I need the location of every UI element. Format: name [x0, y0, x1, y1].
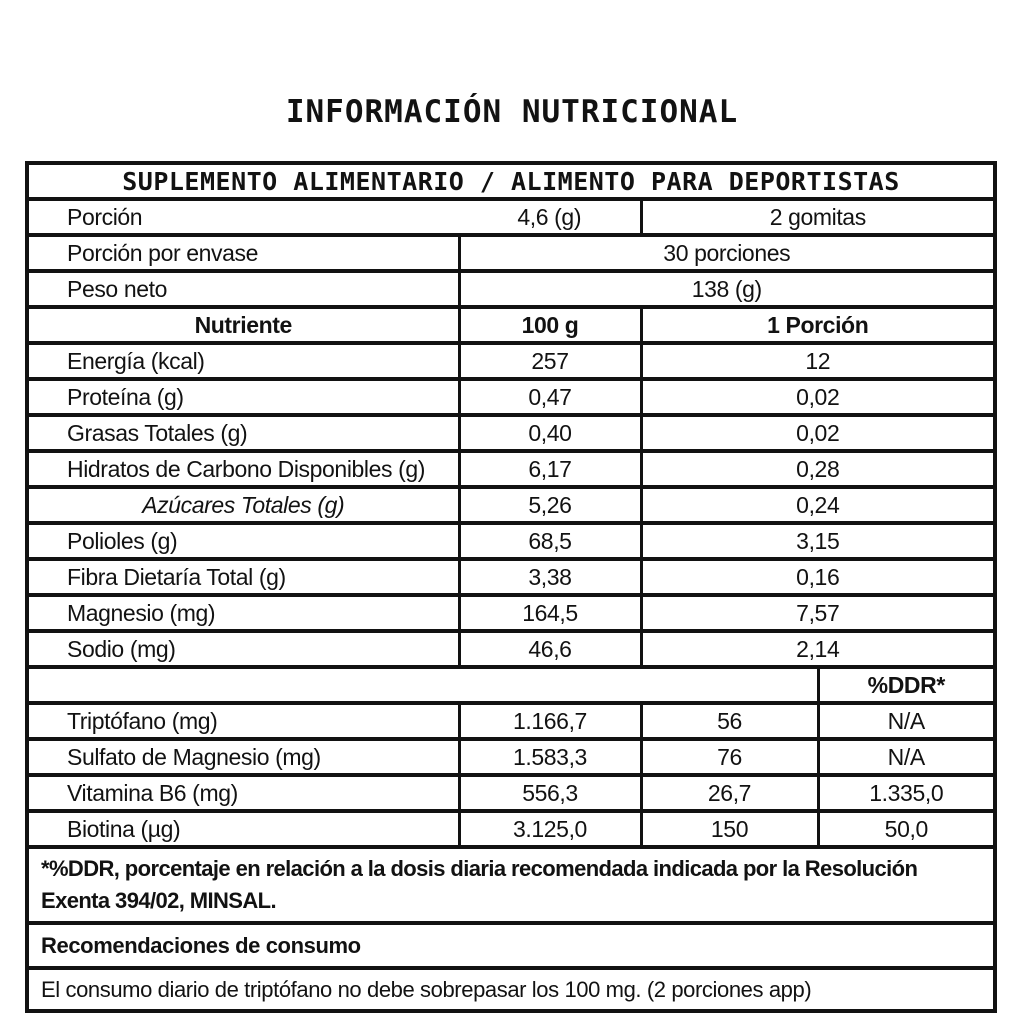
- supplement-ddr: N/A: [818, 703, 995, 739]
- supplement-ddr: 50,0: [818, 811, 995, 847]
- column-header-per-100: 100 g: [459, 307, 641, 343]
- nutrient-label: Proteína (g): [27, 379, 459, 415]
- supplement-label: Biotina (µg): [27, 811, 459, 847]
- ddr-note-line1: *%DDR, porcentaje en relación a la dosis diaria recomendada indicada por la Resolución: [41, 856, 918, 881]
- nutrient-per-100: 68,5: [459, 523, 641, 559]
- nutrient-label: Magnesio (mg): [27, 595, 459, 631]
- nutrient-row-proteina: [27, 379, 995, 415]
- nutrient-label: Hidratos de Carbono Disponibles (g): [27, 451, 459, 487]
- supplement-ddr: 1.335,0: [818, 775, 995, 811]
- nutrient-per-100: 3,38: [459, 559, 641, 595]
- supplement-per-100: 1.166,7: [459, 703, 641, 739]
- porcion-units: 2 gomitas: [641, 199, 995, 235]
- supplement-row-sulfato: [27, 739, 995, 775]
- nutrient-per-serving: 0,02: [641, 379, 995, 415]
- nutrient-per-100: 5,26: [459, 487, 641, 523]
- supplement-per-100: 1.583,3: [459, 739, 641, 775]
- nutrition-table: [25, 161, 997, 1013]
- table-header-row: [27, 163, 995, 199]
- supplement-row-biotina: [27, 811, 995, 847]
- porcion-label: Porción: [27, 199, 459, 235]
- nutrient-label: Sodio (mg): [27, 631, 459, 667]
- supplement-row-vitamina-b6: [27, 775, 995, 811]
- nutrient-label: Grasas Totales (g): [27, 415, 459, 451]
- supplement-per-100: 3.125,0: [459, 811, 641, 847]
- nutrient-per-100: 257: [459, 343, 641, 379]
- ddr-header-row: [27, 667, 995, 703]
- peso-neto-label: Peso neto: [27, 271, 459, 307]
- nutrient-per-100: 46,6: [459, 631, 641, 667]
- page-title: INFORMACIÓN NUTRICIONAL: [285, 94, 739, 130]
- porcion-envase-value: 30 porciones: [459, 235, 995, 271]
- nutrient-label: Energía (kcal): [27, 343, 459, 379]
- nutrient-per-serving: 3,15: [641, 523, 995, 559]
- serving-row-porcion-envase: [27, 235, 995, 271]
- supplement-per-serving: 26,7: [641, 775, 818, 811]
- nutrient-row-hidratos: [27, 451, 995, 487]
- column-header-nutrient: Nutriente: [27, 307, 459, 343]
- ddr-header-spacer: [27, 667, 818, 703]
- column-header-per-serving: 1 Porción: [641, 307, 995, 343]
- recommendations-title: Recomendaciones de consumo: [27, 923, 995, 968]
- supplement-label: Sulfato de Magnesio (mg): [27, 739, 459, 775]
- supplement-per-100: 556,3: [459, 775, 641, 811]
- supplement-per-serving: 76: [641, 739, 818, 775]
- nutrient-per-100: 0,47: [459, 379, 641, 415]
- supplement-ddr: N/A: [818, 739, 995, 775]
- column-header-row: [27, 307, 995, 343]
- nutrient-row-polioles: [27, 523, 995, 559]
- supplement-per-serving: 150: [641, 811, 818, 847]
- recommendations-text-row: [27, 968, 995, 1011]
- ddr-header: %DDR*: [818, 667, 995, 703]
- recommendations-title-row: [27, 923, 995, 968]
- nutrient-row-fibra: [27, 559, 995, 595]
- nutrient-row-sodio: [27, 631, 995, 667]
- nutrient-row-magnesio: [27, 595, 995, 631]
- nutrient-label: Azúcares Totales (g): [27, 487, 459, 523]
- nutrient-label: Fibra Dietaría Total (g): [27, 559, 459, 595]
- nutrient-per-serving: 7,57: [641, 595, 995, 631]
- nutrient-row-energia: [27, 343, 995, 379]
- nutrient-per-100: 164,5: [459, 595, 641, 631]
- supplement-label: Vitamina B6 (mg): [27, 775, 459, 811]
- serving-row-peso-neto: [27, 271, 995, 307]
- serving-row-porcion: [27, 199, 995, 235]
- nutrient-per-serving: 0,24: [641, 487, 995, 523]
- supplement-row-triptofano: [27, 703, 995, 739]
- nutrient-per-serving: 2,14: [641, 631, 995, 667]
- nutrient-per-100: 6,17: [459, 451, 641, 487]
- nutrient-row-azucares: [27, 487, 995, 523]
- nutrient-per-serving: 0,16: [641, 559, 995, 595]
- ddr-note-row: [27, 847, 995, 923]
- nutrient-row-grasas: [27, 415, 995, 451]
- ddr-note-line2: Exenta 394/02, MINSAL.: [41, 888, 277, 913]
- table-header: SUPLEMENTO ALIMENTARIO / ALIMENTO PARA DEPORTISTAS: [27, 163, 995, 199]
- nutrient-per-serving: 0,28: [641, 451, 995, 487]
- ddr-note: [27, 847, 995, 923]
- nutrient-per-serving: 12: [641, 343, 995, 379]
- porcion-amount: 4,6 (g): [459, 199, 641, 235]
- supplement-per-serving: 56: [641, 703, 818, 739]
- recommendations-text: El consumo diario de triptófano no debe sobrepasar los 100 mg. (2 porciones app): [27, 968, 995, 1011]
- nutrient-label: Polioles (g): [27, 523, 459, 559]
- nutrient-per-100: 0,40: [459, 415, 641, 451]
- nutrient-per-serving: 0,02: [641, 415, 995, 451]
- supplement-label: Triptófano (mg): [27, 703, 459, 739]
- porcion-envase-label: Porción por envase: [27, 235, 459, 271]
- peso-neto-value: 138 (g): [459, 271, 995, 307]
